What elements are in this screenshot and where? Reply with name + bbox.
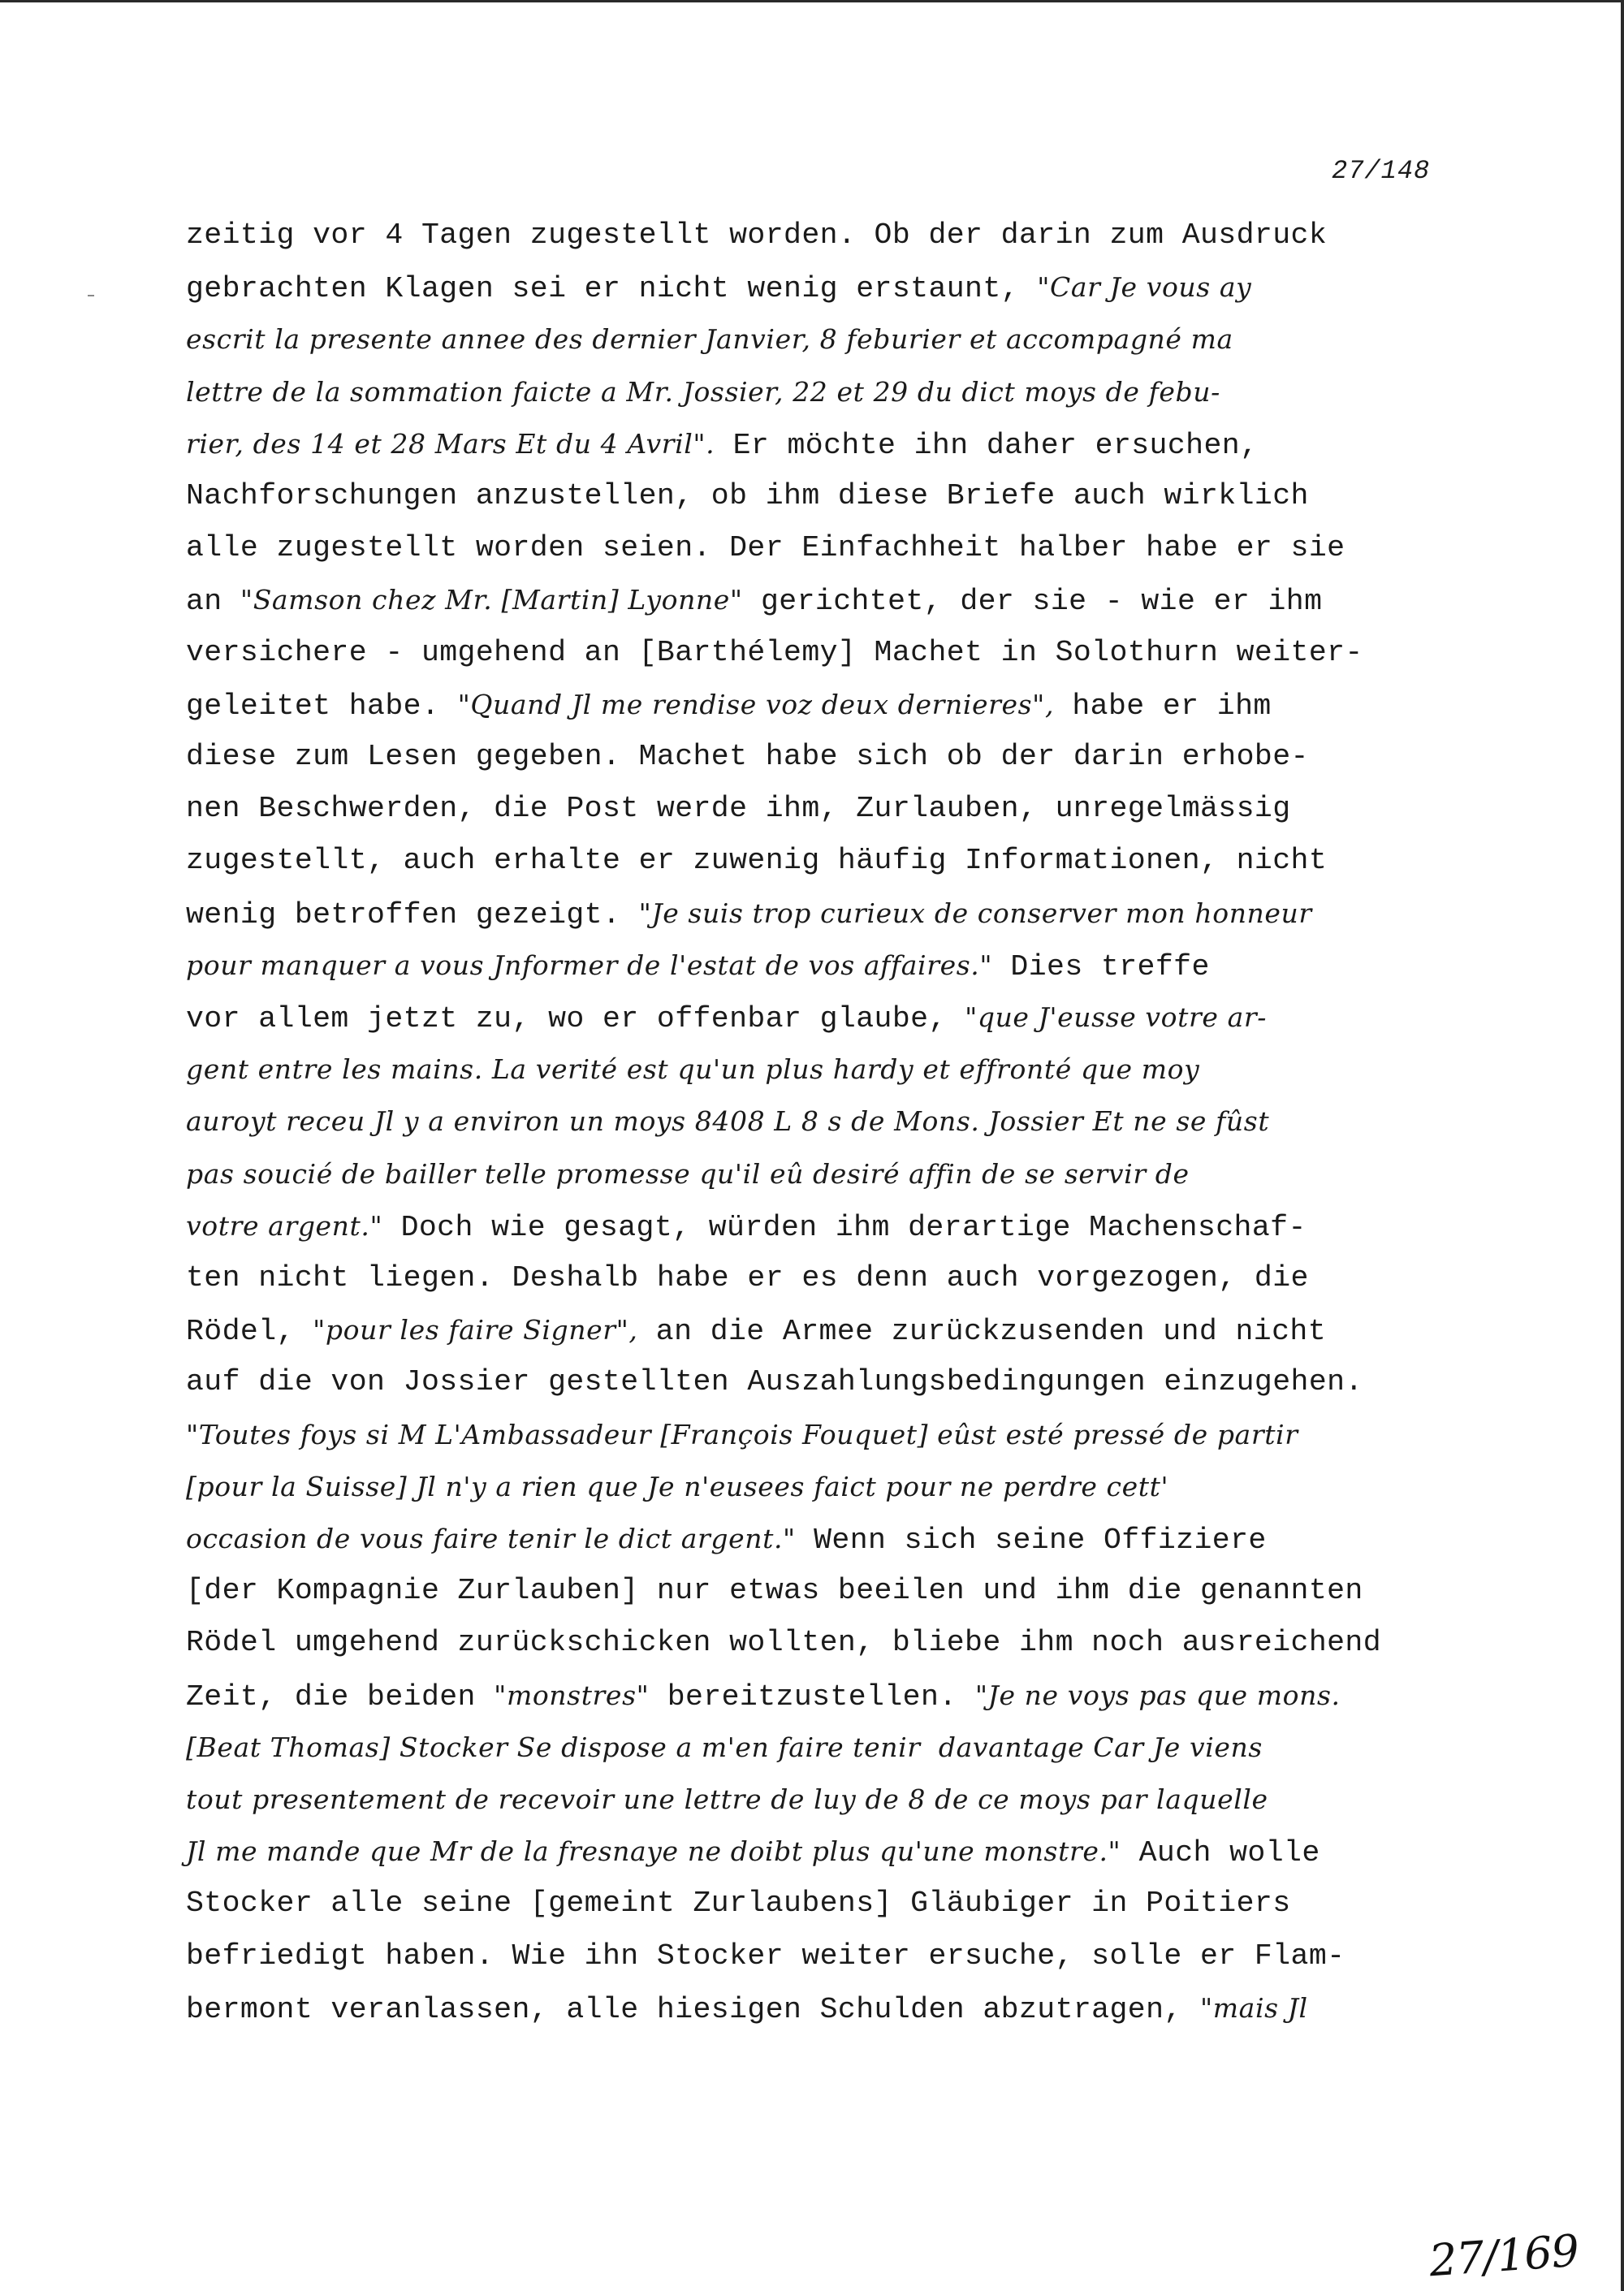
quoted-french-text: rier, des 14 et 28 Mars Et du 4 Avril". [186,427,715,460]
german-text: wenig betroffen gezeigt. [186,897,639,932]
quoted-french-text: "mais Jl [1200,1991,1308,2024]
german-text: Dies treffe [992,949,1210,983]
text-line [186,1991,1308,2028]
text-line [186,1730,1263,1767]
german-text: nen Beschwerden, die Post werde ihm, Zurlauben, unregelmässig [186,792,1291,826]
quoted-french-text: "Quand Jl me rendise voz deux dernieres", [457,688,1055,720]
german-text: auf die von Jossier gestellten Auszahlungsbedingungen einzugehen. [186,1365,1363,1399]
quoted-french-text: pour manquer a vous Jnformer de l'estat de vos affaires." [186,949,993,981]
text-line [186,322,1233,359]
text-line [186,1782,1268,1819]
text-line [186,1678,1341,1715]
german-text: an die Armee zurückzusenden und nicht [637,1315,1327,1349]
text-line [186,218,1327,253]
quoted-french-text: escrit la presente annee des dernier Janvier, 8 feburier et accompagné ma [186,323,1233,356]
german-text: gebrachten Klagen sei er nicht wenig erstaunt, [186,272,1038,306]
page-border-top [0,0,1624,2]
page-number: 27/148 [1332,156,1431,186]
quoted-french-text: [pour la Suisse] Jl n'y a rien que Je n'eusees faict pour ne perdre cett' [186,1470,1169,1502]
quoted-french-text: "Samson chez Mr. [Martin] Lyonne" [240,584,743,616]
quoted-french-text: auroyt receu Jl y a environ un moys 8408 L 8 s de Mons. Jossier Et ne se fûst [186,1105,1270,1138]
german-text: ten nicht liegen. Deshalb habe er es denn auch vorgezogen, die [186,1261,1309,1295]
handwritten-folio-number: 27/169 [1427,2224,1580,2287]
german-text: Rödel umgehend zurückschicken wollten, bliebe ihm noch ausreichend [186,1626,1382,1660]
text-line [186,843,1327,879]
quoted-french-text: "pour les faire Signer", [313,1314,638,1347]
text-line [186,739,1309,775]
quoted-french-text: [Beat Thomas] Stocker Se dispose a m'en faire tenir davantage Car Je viens [186,1731,1263,1763]
german-text: befriedigt haben. Wie ihn Stocker weiter ersuche, solle er Flam- [186,1939,1345,1973]
german-text: Zeit, die beiden [186,1679,495,1714]
quoted-french-text: "Car Je vous ay [1037,271,1252,304]
text-line [186,1469,1168,1506]
text-line [186,1104,1269,1141]
text-line [186,1260,1309,1296]
quoted-french-text: "monstres" [494,1679,650,1711]
german-text: Er möchte ihn daher ersuchen, [715,428,1259,462]
german-text: gerichtet, der sie - wie er ihm [742,585,1323,619]
german-text: bereitzustellen. [649,1679,975,1714]
text-line [186,1052,1199,1089]
german-text: zeitig vor 4 Tagen zugestellt worden. Ob der darin zum Ausdruck [186,218,1328,252]
text-line [186,1208,1307,1246]
text-line [186,1886,1291,1921]
german-text: Auch wolle [1121,1836,1320,1870]
quoted-french-text: votre argent." [186,1209,383,1242]
text-line [186,478,1309,514]
german-text: alle zugestellt worden seien. Der Einfachheit halber habe er sie [186,531,1345,565]
german-text: bermont veranlassen, alle hiesigen Schulden abzutragen, [186,1992,1200,2026]
german-text: geleitet habe. [186,689,458,723]
german-text: habe er ihm [1054,689,1272,723]
quoted-french-text: lettre de la sommation faicte a Mr. Jossier, 22 et 29 du dict moys de febu- [186,375,1220,408]
text-line [186,1312,1326,1350]
text-line [186,1364,1363,1400]
text-line [186,374,1220,412]
text-line [186,1573,1363,1609]
german-text: an [186,585,240,619]
text-line [186,1625,1381,1661]
quoted-french-text: "Toutes foys si M L'Ambassadeur [François Fouquet] eûst esté pressé de partir [186,1418,1298,1450]
german-text: Rödel, [186,1315,313,1349]
text-line [186,791,1291,827]
quoted-french-text: tout presentement de recevoir une lettre de luy de 8 de ce moys par laquelle [186,1783,1268,1815]
text-line [186,426,1258,464]
quoted-french-text: Jl me mande que Mr de la fresnaye ne doibt plus qu'une monstre." [186,1835,1121,1868]
german-text: diese zum Lesen gegeben. Machet habe sich ob der darin erhobe- [186,740,1309,773]
scan-mark [88,295,94,296]
german-text: [der Kompagnie Zurlauben] nur etwas beeilen und ihm die genannten [186,1574,1363,1608]
german-text: Wenn sich seine Offiziere [795,1524,1267,1557]
quoted-french-text: pas soucié de bailler telle promesse qu'il eû desiré affin de se servir de [186,1157,1190,1190]
german-text: Doch wie gesagt, würden ihm derartige Machenschaf- [382,1210,1307,1244]
text-line [186,1834,1320,1871]
text-line [186,582,1322,620]
quoted-french-text: occasion de vous faire tenir le dict argent." [186,1523,796,1554]
page-border-right [1621,0,1624,2291]
text-line [186,948,1210,985]
german-text: Stocker alle seine [gemeint Zurlaubens] Gläubiger in Poitiers [186,1887,1291,1921]
quoted-french-text: "que J'eusse votre ar- [965,1001,1267,1033]
text-line [186,896,1312,933]
text-line [186,687,1272,724]
text-line [186,1417,1298,1455]
german-text: Nachforschungen anzustellen, ob ihm diese Briefe auch wirklich [186,479,1309,512]
german-text: versichere - umgehend an [Barthélemy] Machet in Solothurn weiter- [186,635,1363,669]
text-line [186,530,1345,566]
text-line [186,1000,1267,1037]
german-text: vor allem jetzt zu, wo er offenbar glaube, [186,1002,965,1035]
quoted-french-text: "Je ne voys pas que mons. [974,1679,1341,1711]
text-line [186,1156,1190,1194]
quoted-french-text: gent entre les mains. La verité est qu'un plus hardy et effronté que moy [186,1053,1200,1086]
text-line [186,1521,1267,1558]
text-line [186,270,1251,307]
text-line [186,635,1363,671]
german-text: zugestellt, auch erhalte er zuwenig häufig Informationen, nicht [186,844,1328,878]
quoted-french-text: "Je suis trop curieux de conserver mon honneur [638,897,1312,929]
text-line [186,1939,1345,1974]
